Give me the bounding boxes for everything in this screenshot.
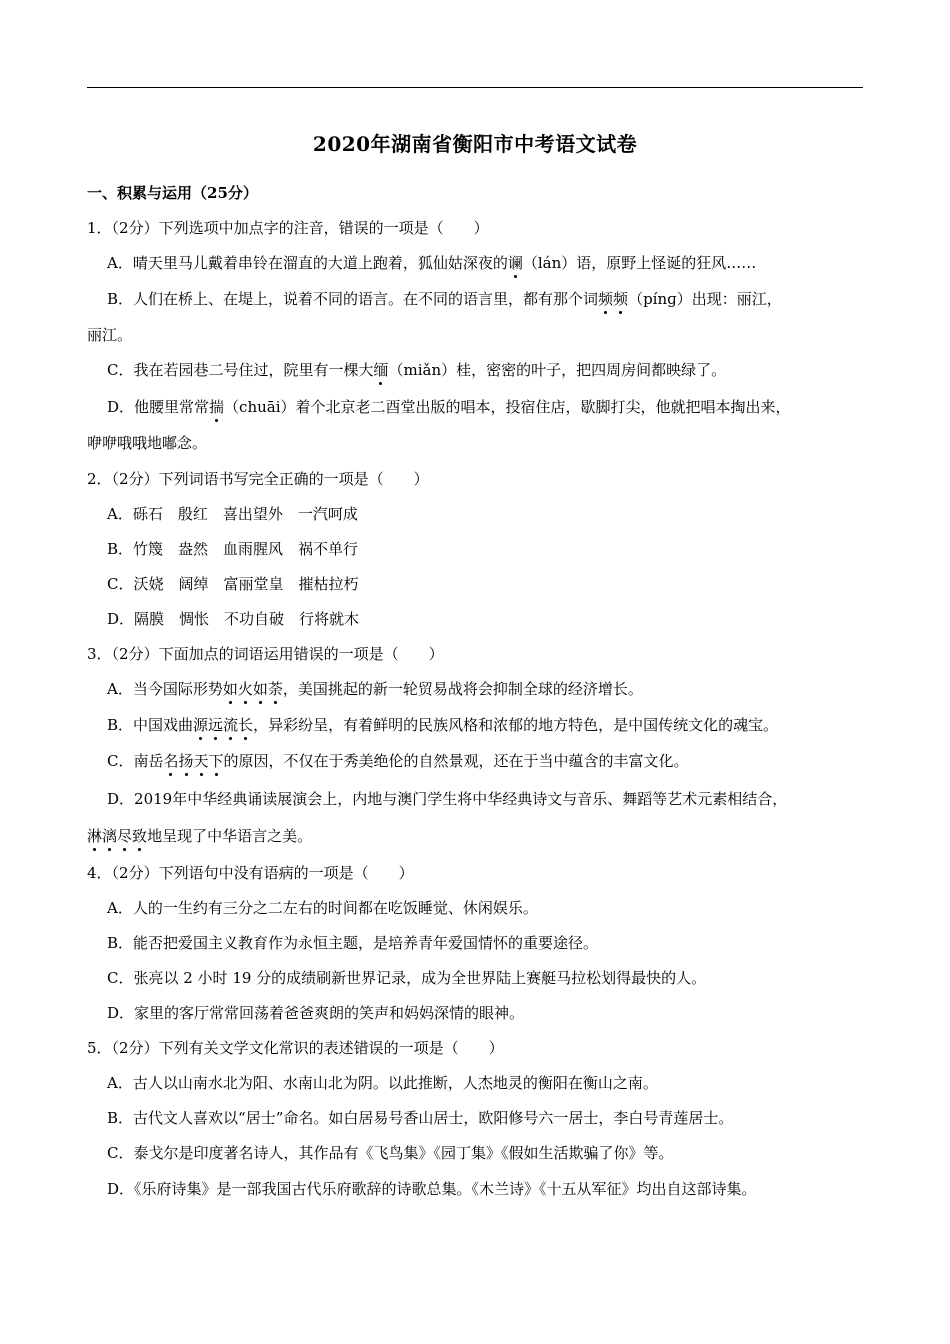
q5-option-c: C．泰戈尔是印度著名诗人，其作品有《飞鸟集》《园丁集》《假如生活欺骗了你》等。	[107, 1144, 674, 1162]
emphasis-char: 如	[222, 680, 238, 698]
q3-b-text-2: ，异彩纷呈，有着鲜明的民族风格和浓郁的地方特色，是中国传统文化的魂宝。	[253, 716, 779, 734]
q1-b-text-2: （pínɡ）出现：丽江，	[628, 290, 782, 308]
header-rule	[87, 87, 863, 88]
q4-option-c: C．张亮以 2 小时 19 分的成绩刷新世界记录，成为全世界陆上赛艇马拉松划得最快的人。	[107, 969, 707, 987]
emphasis-char: 淋	[87, 827, 103, 845]
exam-title: 2020年湖南省衡阳市中考语文试卷	[312, 132, 638, 156]
emphasis-char: 尽	[117, 827, 133, 845]
q4-option-b: B．能否把爱国主义教育作为永恒主题，是培养青年爱国情怀的重要途径。	[107, 934, 599, 952]
emphasis-char: 远	[208, 716, 224, 734]
emphasis-char: 长	[238, 716, 254, 734]
q3-a-text-2: ，美国挑起的新一轮贸易战将会抑制全球的经济增长。	[282, 680, 643, 698]
section-heading: 一、积累与运用（25分）	[87, 184, 258, 202]
emphasis-char: 频	[598, 290, 614, 308]
emphasis-char: 致	[132, 827, 148, 845]
q2-option-b: B．竹篾 盎然 血雨腥风 祸不单行	[107, 540, 359, 558]
emphasis-char: 扬	[178, 752, 194, 770]
q1-option-d-continued: 咿咿哦哦地嘟念。	[87, 434, 208, 452]
q1-c-text-2: （miǎn）桂，密密的叶子，把四周房间都映绿了。	[388, 361, 727, 379]
q3-c-text: C．南岳	[107, 752, 164, 770]
q3-option-a	[107, 679, 643, 699]
q3-d-text-2: 地呈现了中华语言之美。	[147, 827, 313, 845]
emphasis-char: 荼	[267, 680, 283, 698]
q3-option-d: D．2019年中华经典诵读展演会上，内地与澳门学生将中华经典诗文与音乐、舞蹈等艺术元素相结合，	[107, 790, 788, 808]
q4-option-a: A．人的一生约有三分之二左右的时间都在吃饭睡觉、休闲娱乐。	[107, 899, 538, 917]
question-2-stem: 2．（2分）下列词语书写完全正确的一项是（ ）	[87, 470, 429, 488]
q1-a-text-2: （lán）语，原野上怪诞的狂风……	[522, 254, 757, 272]
q2-option-c: C．沃娆 阔绰 富丽堂皇 摧枯拉朽	[107, 575, 359, 593]
emphasis-char: 漓	[102, 827, 118, 845]
q1-option-a	[107, 253, 756, 273]
q2-option-a: A．砾石 殷红 喜出望外 一汽呵成	[107, 505, 358, 523]
emphasis-char: 火	[237, 680, 253, 698]
emphasis-char: 频	[613, 290, 629, 308]
emphasis-char: 下	[208, 752, 224, 770]
q1-c-text: C．我在若园巷二号住过，院里有一棵大	[107, 361, 374, 379]
q3-option-d-continued	[87, 826, 312, 846]
emphasis-char: 谰	[507, 254, 523, 272]
question-4-stem: 4．（2分）下列语句中没有语病的一项是（ ）	[87, 864, 414, 882]
emphasis-char: 缅	[373, 361, 389, 379]
q3-option-c	[107, 751, 689, 771]
emphasis-char: 揣	[209, 398, 225, 416]
emphasis-char: 源	[193, 716, 209, 734]
q5-option-b: B．古代文人喜欢以“居士”命名。如白居易号香山居士，欧阳修号六一居士，李白号青莲居士。	[107, 1109, 734, 1127]
q1-b-text: B．人们在桥上、在堤上，说着不同的语言。在不同的语言里，都有那个词	[107, 290, 599, 308]
q1-option-d	[107, 397, 791, 417]
q5-option-d: D．《乐府诗集》是一部我国古代乐府歌辞的诗歌总集。《木兰诗》《十五从军征》均出自这部诗集。	[107, 1180, 757, 1198]
q1-option-c	[107, 360, 726, 380]
q3-option-b	[107, 715, 778, 735]
q1-option-b	[107, 289, 782, 309]
question-5-stem: 5．（2分）下列有关文学文化常识的表述错误的一项是（ ）	[87, 1039, 504, 1057]
q4-option-d: D．家里的客厅常常回荡着爸爸爽朗的笑声和妈妈深情的眼神。	[107, 1004, 525, 1022]
q3-a-text: A．当今国际形势	[107, 680, 223, 698]
emphasis-char: 天	[193, 752, 209, 770]
q3-c-text-2: 的原因，不仅在于秀美绝伦的自然景观，还在于当中蕴含的丰富文化。	[223, 752, 689, 770]
q1-d-text-2: （chuāi）着个北京老二酉堂出版的唱本，投宿住店，歇脚打尖，他就把唱本掏出来，	[224, 398, 791, 416]
q3-b-text: B．中国戏曲	[107, 716, 194, 734]
question-3-stem: 3．（2分）下面加点的词语运用错误的一项是（ ）	[87, 645, 444, 663]
q5-option-a: A．古人以山南水北为阳、水南山北为阴。以此推断，人杰地灵的衡阳在衡山之南。	[107, 1074, 658, 1092]
q1-d-text: D．他腰里常常	[107, 398, 210, 416]
q1-a-text: A．晴天里马儿戴着串铃在溜直的大道上跑着，狐仙姑深夜的	[107, 254, 508, 272]
emphasis-char: 流	[223, 716, 239, 734]
q1-option-b-continued: 丽江。	[87, 326, 133, 344]
emphasis-char: 名	[163, 752, 179, 770]
emphasis-char: 如	[252, 680, 268, 698]
q2-option-d: D．隔膜 惆怅 不功自破 行将就木	[107, 610, 360, 628]
question-1-stem: 1．（2分）下列选项中加点字的注音，错误的一项是（ ）	[87, 219, 489, 237]
